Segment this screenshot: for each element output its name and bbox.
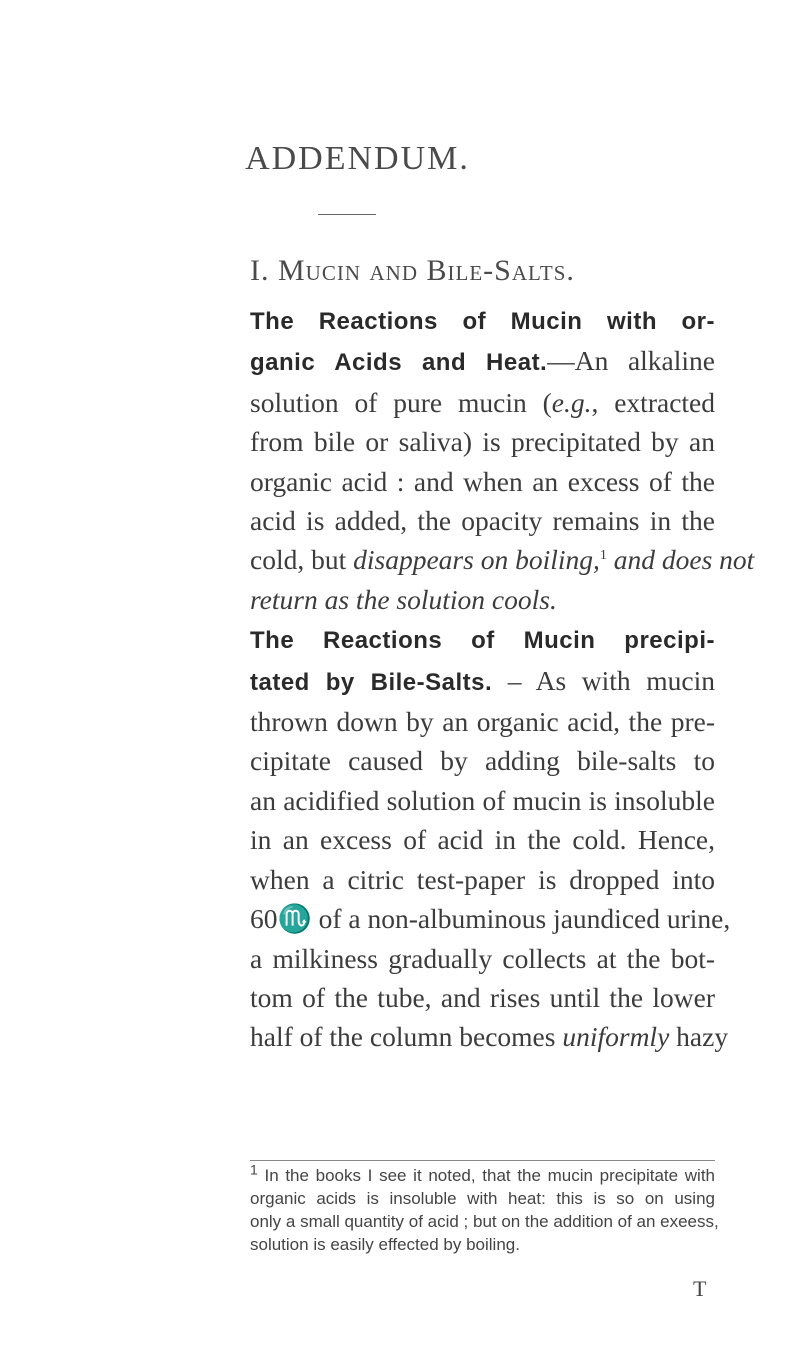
text-run-italic: disappears on boiling, xyxy=(353,544,600,576)
text-line xyxy=(250,300,715,341)
section-number: I. xyxy=(250,254,270,287)
footnote-rule xyxy=(250,1160,715,1161)
heading-rule xyxy=(318,214,376,215)
text-run: hazy xyxy=(669,1021,729,1053)
text-line: thrown down by an organic acid, the pre- xyxy=(250,706,715,738)
text-line xyxy=(250,661,715,702)
text-run: cold, but xyxy=(250,544,354,576)
body-text xyxy=(250,300,755,1057)
text-run: , extracted xyxy=(591,386,715,418)
text-line xyxy=(250,1017,729,1056)
text-run: In the books I see it noted, that the mucin precipitate with xyxy=(257,1166,715,1185)
text-line: cipitate caused by adding bile-salts to xyxy=(250,745,715,777)
text-line: tom of the tube, and rises until the lower xyxy=(250,981,715,1013)
text-line: an acidified solution of mucin is insoluble xyxy=(250,784,715,816)
para2-heading-1: The Reactions of Mucin precipi- xyxy=(250,627,715,655)
text-line xyxy=(250,341,715,382)
text-line: from bile or saliva) is precipitated by an xyxy=(250,426,715,458)
footnote-ref: 1 xyxy=(599,548,607,564)
text-line xyxy=(250,383,715,422)
text-run-italic: return as the solution cools. xyxy=(250,583,557,615)
text-line: 60♏ of a non-albuminous jaundiced urine, xyxy=(250,903,731,935)
text-run: half of the column becomes xyxy=(250,1021,563,1053)
section-name: Mucin and Bile-Salts. xyxy=(278,254,575,287)
footnote-marker: 1 xyxy=(250,1161,258,1178)
text-line xyxy=(250,540,755,579)
text-line: a milkiness gradually collects at the bot- xyxy=(250,942,715,974)
text-run: —An alkaline xyxy=(547,345,715,377)
footnote xyxy=(250,1161,719,1256)
section-title xyxy=(250,254,575,288)
para1-heading-2: ganic Acids and Heat. xyxy=(250,349,548,377)
para1-heading-1: The Reactions of Mucin with or- xyxy=(250,308,715,335)
para2-heading-2: tated by Bile-Salts. xyxy=(250,668,493,696)
text-run-italic: and does not xyxy=(606,544,755,576)
text-run-italic: uniformly xyxy=(562,1021,670,1053)
text-line xyxy=(250,580,715,619)
text-line xyxy=(250,619,715,660)
signature-mark: T xyxy=(693,1276,707,1301)
text-line: organic acid : and when an excess of the xyxy=(250,465,715,497)
text-run-italic: e.g. xyxy=(551,386,592,418)
page-heading: ADDENDUM. xyxy=(245,140,470,177)
footnote-line: organic acids is insoluble with heat: this is so on using xyxy=(250,1189,715,1208)
footnote-line: only a small quantity of acid ; but on the addition of an exeess, xyxy=(250,1212,719,1231)
text-line: in an excess of acid in the cold. Hence, xyxy=(250,824,715,856)
footnote-line: solution is easily effected by boiling. xyxy=(250,1235,520,1254)
text-line: when a citric test-paper is dropped into xyxy=(250,863,715,895)
text-run: – As with mucin xyxy=(492,664,715,696)
footnote-line xyxy=(250,1161,715,1187)
text-run: solution of pure mucin ( xyxy=(250,386,552,418)
text-line: acid is added, the opacity remains in the xyxy=(250,505,715,537)
